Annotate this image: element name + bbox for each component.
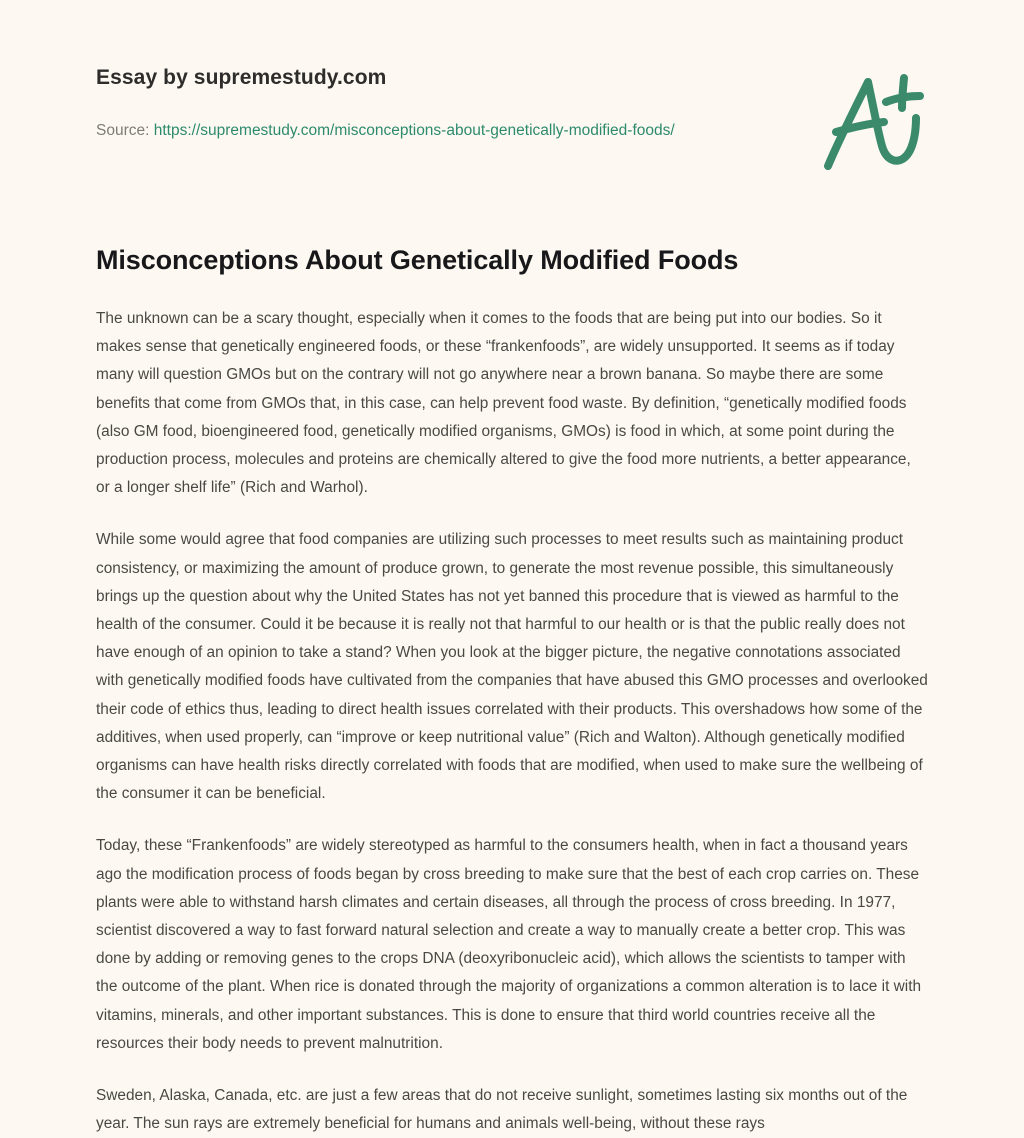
article-paragraph: Today, these “Frankenfoods” are widely stereotyped as harmful to the consumers health, when in fact a thousand years ago the modification process of foods began by cross breeding to make sure that the best of each crop carries on. These plants were able to withstand harsh climates and certain diseases, all through the process of cross breeding. In 1977, scientist discovered a way to fast forward natural selection and create a way to manually create a better crop. This was done by adding or removing genes to the crops DNA (deoxyribonucleic acid), which allows the scientists to tamper with the outcome of the plant. When rice is donated through the majority of organizations a common alteration is to lace it with vitamins, minerals, and other important substances. This is done to ensure that third world countries receive all the resources their body needs to prevent malnutrition. [96,837,922,1052]
aplus-logo-icon [812,66,932,178]
article-paragraph: While some would agree that food companies are utilizing such processes to meet results such as maintaining product consistency, or maximizing the amount of produce grown, to generate the most revenue possible, this simultaneously brings up the question about why the United States has not yet banned this procedure that is viewed as harmful to the health of the consumer. Could it be because it is really not that harmful to our health or is that the public really does not have enough of an opinion to take a stand? When you look at the bigger picture, the negative connotations associated with genetically modified foods have cultivated from the companies that have abused this GMO processes and overlooked their code of ethics thus, leading to direct health issues correlated with their products. This overshadows how some of the additives, when used properly, can “improve or keep nutritional value” (Rich and Walton). Although genetically modified organisms can have health risks directly correlated with foods that are modified, when used to make sure the wellbeing of the consumer it can be beneficial. [96,531,928,803]
source-row [96,122,675,140]
source-label: Source: [96,122,154,139]
page-title: Misconceptions About Genetically Modified Foods [96,245,739,275]
page-header [0,0,1024,212]
source-url-link[interactable]: https://supremestudy.com/misconceptions-about-genetically-modified-foods/ [153,122,675,139]
article-body [96,305,928,1138]
article [96,243,928,1138]
byline: Essay by supremestudy.com [96,66,387,89]
article-paragraph: Sweden, Alaska, Canada, etc. are just a few areas that do not receive sunlight, sometimes lasting six months out of the year. The sun rays are extremely beneficial for humans and animals well-being, without these rays [96,1087,908,1133]
article-paragraph: The unknown can be a scary thought, especially when it comes to the foods that are being put into our bodies. So it makes sense that genetically engineered foods, or these “frankenfoods”, are widely unsupported. It seems as if today many will question GMOs but on the contrary will not go anywhere near a brown banana. So maybe there are some benefits that come from GMOs that, in this case, can help prevent food waste. By definition, “genetically modified foods (also GM food, bioengineered food, genetically modified organisms, GMOs) is food in which, at some point during the production process, molecules and proteins are chemically altered to give the food more nutrients, a better appearance, or a longer shelf life” (Rich and Warhol). [96,310,911,497]
